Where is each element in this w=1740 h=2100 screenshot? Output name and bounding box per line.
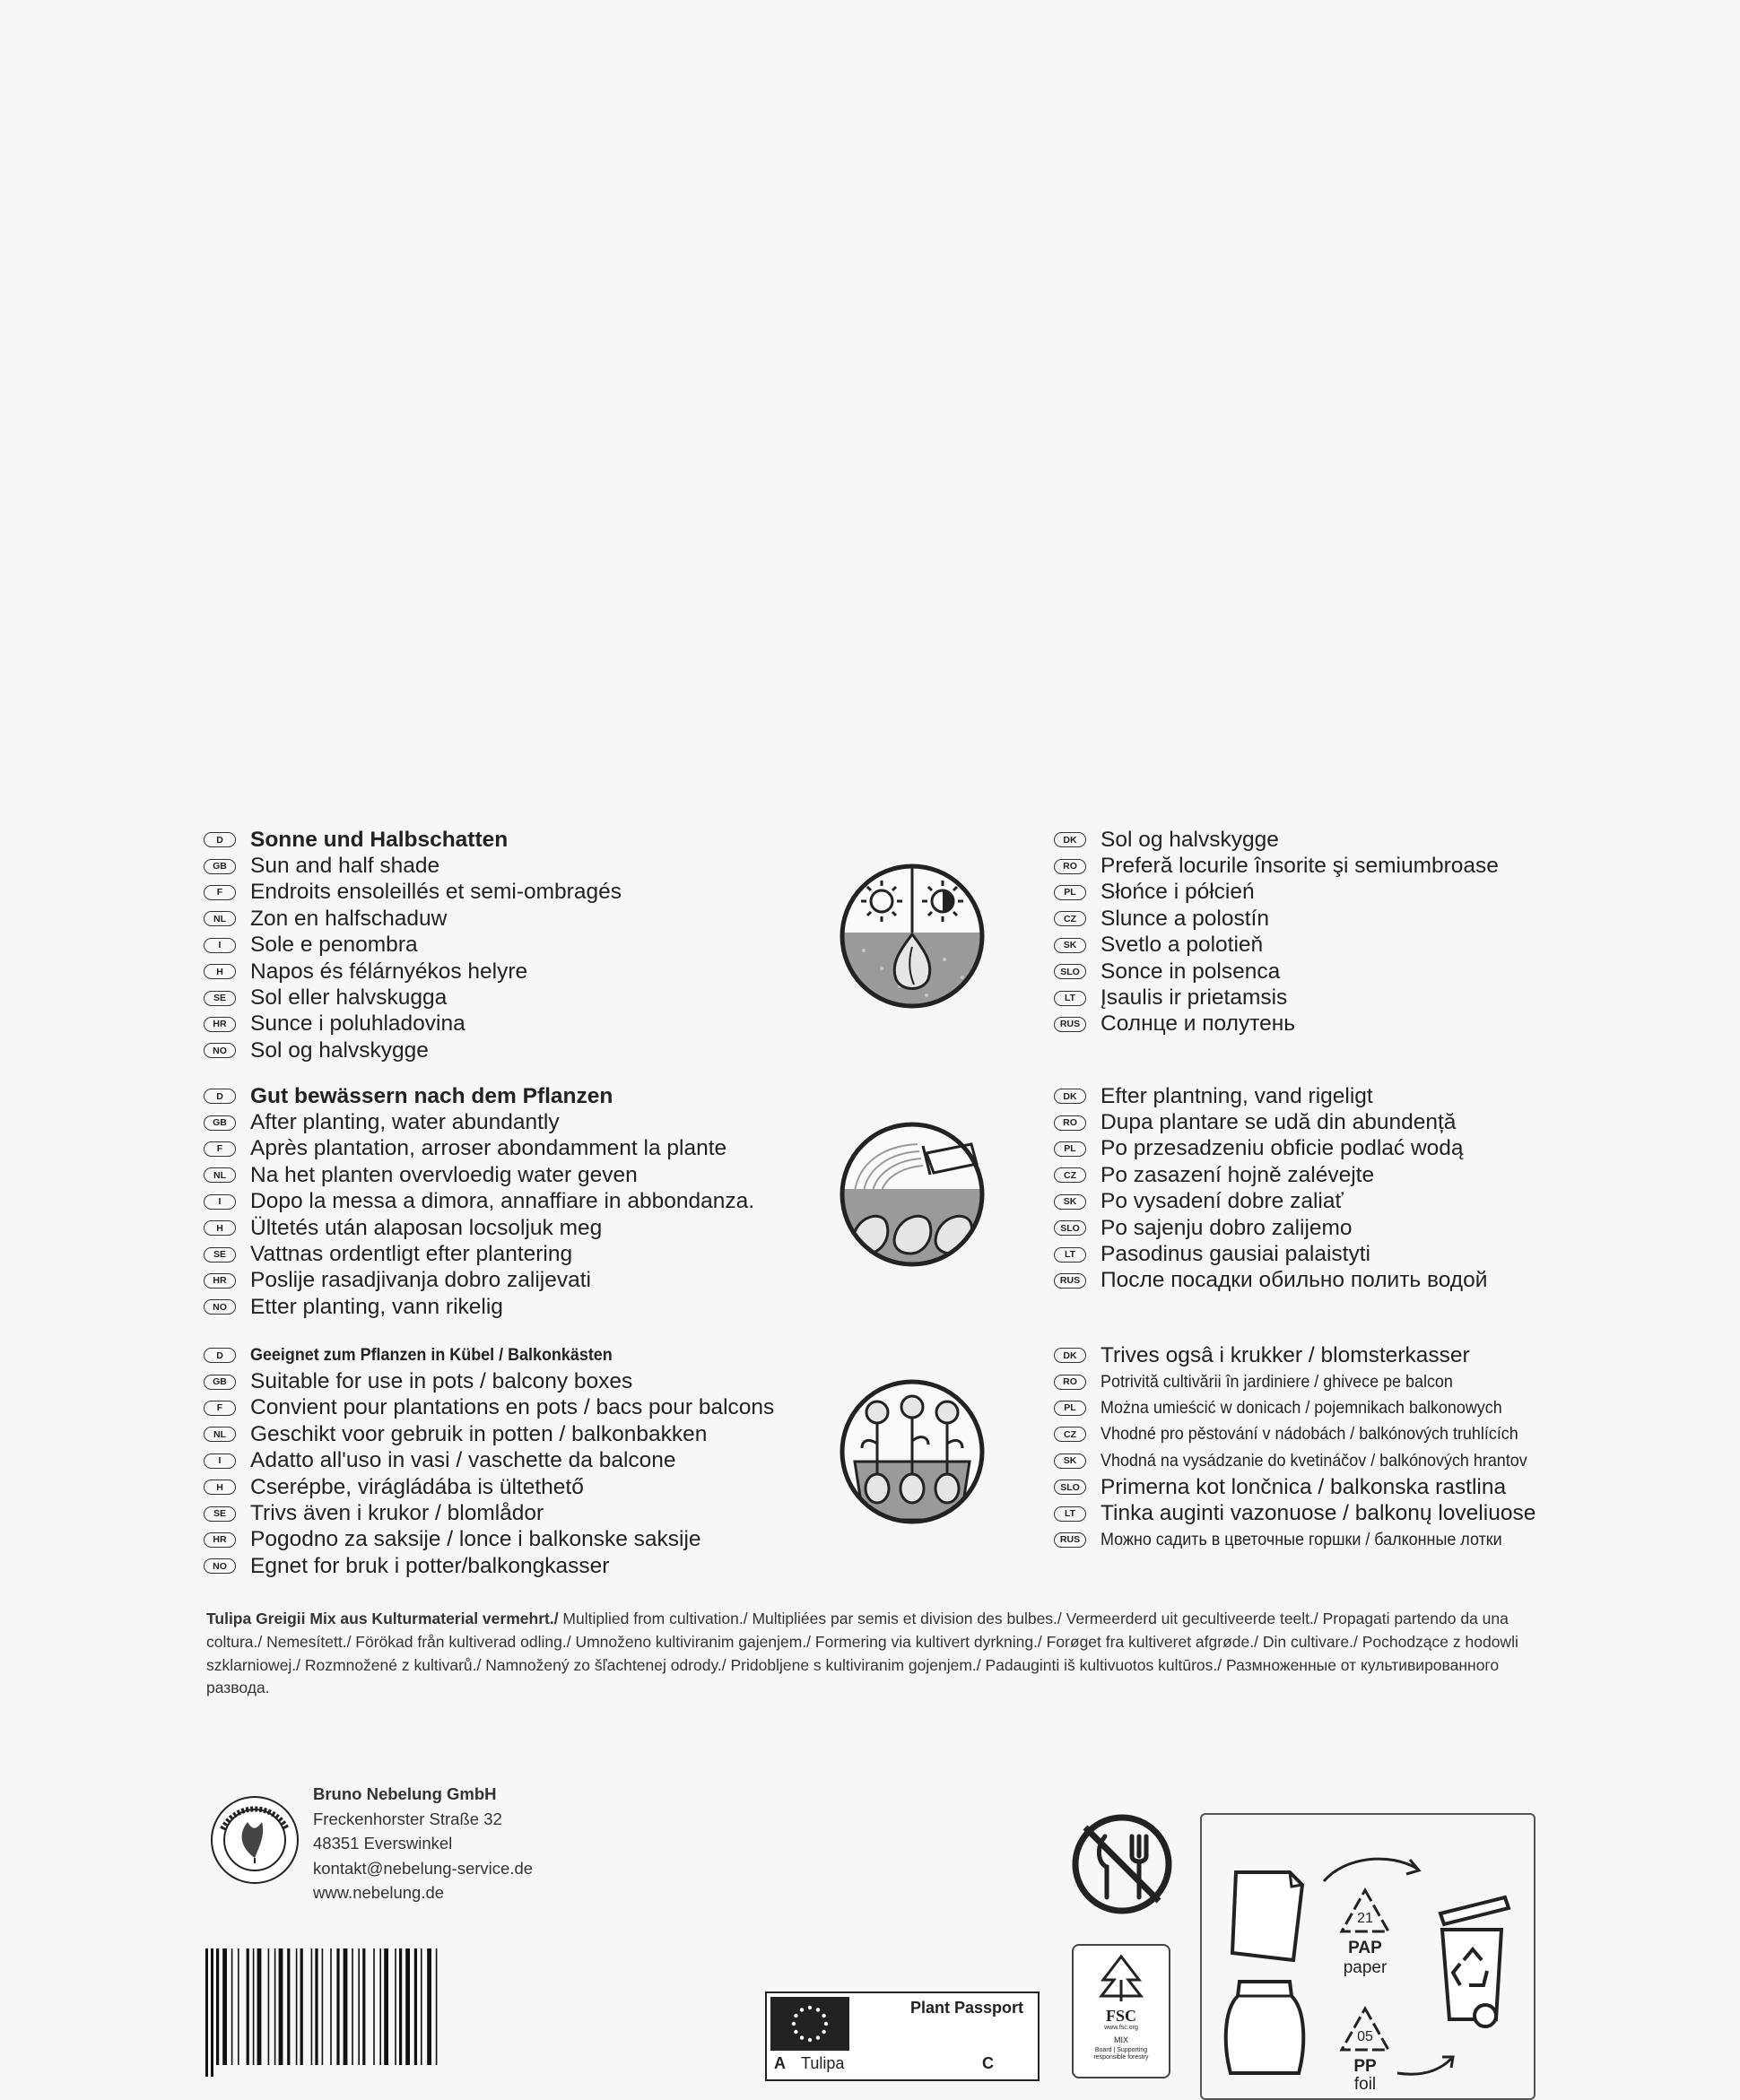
instruction-text: Słońce i półcień (1101, 880, 1255, 905)
section-pots-right (1054, 1342, 1564, 1553)
pap-code: 21 (1357, 1911, 1373, 1926)
instruction-text: Preferă locurile însorite şi semiumbroase (1101, 854, 1499, 879)
instruction-line (204, 1215, 754, 1241)
plant-passport-a-label: A (774, 2054, 786, 2072)
language-code-badge: SK (1054, 1454, 1086, 1469)
instruction-line (1054, 1527, 1564, 1553)
instruction-line (1054, 880, 1499, 906)
instruction-line (204, 906, 622, 932)
instruction-line (204, 1553, 774, 1579)
language-code-badge: D (204, 1089, 236, 1104)
fsc-mix: MIX (1113, 2035, 1128, 2044)
language-code-badge: H (204, 1220, 236, 1236)
instruction-line (204, 880, 622, 906)
sun-halfshade-icon (837, 861, 987, 1011)
instruction-text: Po przesadzeniu obficie podlać wodą (1101, 1136, 1464, 1161)
instruction-text: Po sajenju dobro zalijemo (1101, 1215, 1353, 1240)
language-code-badge: F (204, 1401, 236, 1416)
instruction-line (1054, 1241, 1487, 1267)
language-code-badge: NO (204, 1558, 236, 1574)
instruction-line (1054, 1368, 1564, 1394)
pap-code-icon (1338, 1887, 1392, 1937)
paper-sheet-icon (1227, 1867, 1308, 1965)
language-code-badge: CZ (1054, 1167, 1086, 1183)
language-code-badge: GB (204, 1115, 236, 1131)
instruction-text: Sol eller halvskugga (250, 985, 448, 1011)
instruction-line (1054, 959, 1499, 985)
instruction-text: Солнце и полутень (1101, 1011, 1296, 1037)
language-code-badge: LT (1054, 991, 1086, 1006)
instruction-text: Sun and half shade (250, 854, 440, 879)
language-code-badge: SE (204, 1506, 236, 1522)
instruction-line (204, 985, 622, 1011)
instruction-text: Pogodno za saksije / lonce i balkonske saksije (250, 1527, 701, 1552)
language-code-badge: HR (204, 1273, 236, 1289)
instruction-text: Sol og halvskygge (250, 1037, 429, 1063)
instruction-line (1054, 1136, 1487, 1162)
instruction-text: Можно садить в цветочные горшки / балконные лотки (1101, 1529, 1502, 1549)
language-code-badge: CZ (1054, 1427, 1086, 1442)
instruction-line (1054, 1421, 1564, 1447)
instruction-text: Įsaulis ir prietamsis (1101, 985, 1288, 1011)
language-code-badge: I (204, 1194, 236, 1210)
instruction-line (1054, 1083, 1487, 1109)
recycling-info (1200, 1813, 1536, 2100)
instruction-text: После посадки обильно полить водой (1101, 1268, 1488, 1293)
instruction-text: Après plantation, arroser abondamment la plante (250, 1136, 727, 1161)
instruction-text: Po vysadení dobre zaliať (1101, 1189, 1344, 1214)
section-water-right (1054, 1083, 1487, 1294)
language-code-badge: I (204, 938, 236, 953)
instruction-text: Zon en halfschaduw (250, 906, 448, 931)
foil-bag-icon (1220, 1974, 1309, 2082)
language-code-badge: NO (204, 1043, 236, 1058)
instruction-line (1054, 1109, 1487, 1135)
language-code-badge: H (204, 964, 236, 979)
language-code-badge: NO (204, 1299, 236, 1315)
instruction-line (204, 1037, 622, 1063)
instruction-text: Dopo la messa a dimora, annaffiare in abbondanza. (250, 1189, 755, 1214)
pots-balcony-icon (837, 1376, 987, 1527)
instruction-text: Napos és félárnyékos helyre (250, 959, 528, 984)
instruction-line (1054, 1395, 1564, 1421)
language-code-badge: D (204, 1348, 236, 1363)
instruction-text: Etter planting, vann rikelig (250, 1294, 503, 1319)
instruction-line (1054, 1215, 1487, 1241)
instruction-text: Pasodinus gausiai palaistyti (1101, 1242, 1370, 1267)
instruction-line (204, 1189, 754, 1215)
language-code-badge: RO (1054, 859, 1086, 874)
section-sun-left (204, 827, 622, 1064)
plant-passport-a-value: Tulipa (801, 2054, 845, 2072)
instruction-line (1054, 1189, 1487, 1215)
instruction-text: Ültetés után alaposan locsoljuk meg (250, 1215, 603, 1240)
sustainable-supplier-seal (210, 1795, 300, 1885)
instruction-text: Gut bewässern nach dem Pflanzen (250, 1083, 613, 1108)
instruction-line (204, 1162, 754, 1188)
instruction-text: Egnet for bruk i potter/balkongkasser (250, 1553, 610, 1578)
instruction-text: Po zasazení hojně zalévejte (1101, 1162, 1375, 1187)
instruction-line (204, 1109, 754, 1135)
section-pots-left (204, 1342, 774, 1580)
instruction-line (1054, 1500, 1564, 1526)
language-code-badge: SLO (1054, 1480, 1086, 1495)
instruction-line (204, 959, 622, 985)
language-code-badge: RUS (1054, 1273, 1086, 1289)
language-code-badge: F (204, 885, 236, 900)
language-code-badge: SE (204, 991, 236, 1006)
instruction-line (204, 827, 622, 853)
language-code-badge: D (204, 832, 236, 847)
language-code-badge: HR (204, 1532, 236, 1548)
language-code-badge: LT (1054, 1506, 1086, 1522)
barcode (205, 1948, 498, 2077)
instruction-text: Efter plantning, vand rigeligt (1101, 1083, 1373, 1108)
instruction-line (204, 1083, 754, 1109)
instruction-line (1054, 1474, 1564, 1500)
section-sun-right (1054, 827, 1499, 1037)
instruction-line (204, 1368, 774, 1394)
language-code-badge: RO (1054, 1115, 1086, 1131)
instruction-line (204, 1421, 774, 1447)
plant-passport (765, 1992, 1040, 2081)
language-code-badge: DK (1054, 832, 1086, 847)
instruction-text: Adatto all'uso in vasi / vaschette da balcone (250, 1448, 676, 1473)
language-code-badge: LT (1054, 1247, 1086, 1263)
instruction-line (204, 1294, 754, 1320)
instruction-line (1054, 1268, 1487, 1294)
fsc-label (1072, 1944, 1170, 2078)
instruction-text: Sol og halvskygge (1101, 827, 1279, 852)
fsc-tree-icon (1094, 1953, 1148, 2003)
language-code-badge: RUS (1054, 1532, 1086, 1548)
recycle-arrow-icon (1318, 1851, 1426, 1887)
section-water-left (204, 1083, 754, 1321)
pap-label: PAP (1348, 1939, 1382, 1957)
instruction-text: Geschikt voor gebruik in potten / balkonbakken (250, 1421, 708, 1446)
instruction-text: Poslije rasadjivanja dobro zalijevati (250, 1268, 591, 1293)
instruction-line (204, 853, 622, 879)
company-address (313, 1782, 533, 1905)
instruction-text: Convient pour plantations en pots / bacs pour balcons (250, 1395, 775, 1420)
recycle-arrow-lower-icon (1394, 2046, 1457, 2082)
plant-passport-c-label: C (982, 2054, 994, 2072)
propagation-note (206, 1608, 1543, 1700)
language-code-badge: PL (1054, 885, 1086, 900)
pp-label: PP (1353, 2057, 1377, 2076)
plant-passport-title: Plant Passport (910, 1999, 1024, 2017)
instruction-line (204, 1395, 774, 1421)
instruction-line (204, 1500, 774, 1526)
instruction-line (1054, 1448, 1564, 1474)
instruction-text: Geeignet zum Pflanzen in Kübel / Balkonkästen (250, 1345, 613, 1366)
language-code-badge: NL (204, 1427, 236, 1442)
eu-flag-icon (770, 1997, 849, 2051)
instruction-text: Potrivită cultivării în jardiniere / ghivece pe balcon (1101, 1371, 1453, 1392)
instruction-text: Endroits ensoleillés et semi-ombragés (250, 880, 622, 905)
pp-code-icon (1338, 2005, 1392, 2055)
instruction-line (1054, 853, 1499, 879)
fsc-web: www.fsc.org (1104, 2025, 1138, 2031)
company-website[interactable]: www.nebelung.de (313, 1883, 445, 1903)
language-code-badge: PL (1054, 1141, 1086, 1157)
instruction-text: Sole e penombra (250, 933, 418, 958)
language-code-badge: F (204, 1141, 236, 1157)
language-code-badge: NL (204, 911, 236, 926)
instruction-text: Tinka auginti vazonuose / balkonų loveliuose (1101, 1501, 1536, 1526)
instruction-line (204, 933, 622, 959)
instruction-text: Dupa plantare se udă din abundență (1101, 1110, 1457, 1135)
watering-can-icon (837, 1119, 987, 1270)
instruction-line (1054, 1162, 1487, 1188)
instruction-line (204, 1136, 754, 1162)
recycle-bin-icon (1428, 1894, 1518, 2028)
propagation-note-rest: Multiplied from cultivation./ Multipliées par semis et division des bulbes./ Vermeerderd uit gecultiveerde teelt./ Propagati partendo da una coltura./ Nemesített./ Förökad från kultiverad odling./ Umnoženo kultiviranim gajenjem./ Formering via kultivert dyrkning./ Forøget fra kultiveret afgrøde./ Din cultivare./ Pochodzące z hodowli szklarniowej./ Rozmnožené z kultivarů./ Namnožený zo šľachtenej odrody./ Pridobljene s kultiviranim gojenjem./ Padauginti iš kultivuotos kultūros./ Размноженные от культивированного развода. (206, 1610, 1518, 1697)
instruction-text: Sonce in polsenca (1101, 959, 1281, 984)
fsc-claim: Board | Supporting responsible forestry (1093, 2047, 1149, 2061)
instruction-line (204, 1342, 774, 1368)
language-code-badge: SLO (1054, 964, 1086, 979)
instruction-line (204, 1448, 774, 1474)
language-code-badge: GB (204, 859, 236, 874)
language-code-badge: DK (1054, 1348, 1086, 1363)
instruction-text: Vhodné pro pěstování v nádobách / balkónových truhlících (1101, 1424, 1518, 1445)
instruction-text: Trivs även i krukor / blomlådor (250, 1501, 544, 1526)
instruction-text: Svetlo a polotieň (1101, 933, 1264, 958)
instruction-text: After planting, water abundantly (250, 1110, 560, 1135)
instruction-text: Można umieścić w donicach / pojemnikach balkonowych (1101, 1397, 1502, 1418)
instruction-line (204, 1474, 774, 1500)
pp-code: 05 (1357, 2029, 1373, 2044)
instruction-text: Sunce i poluhladovina (250, 1011, 465, 1037)
language-code-badge: HR (204, 1017, 236, 1032)
instruction-text: Trives ogsâ i krukker / blomsterkasser (1101, 1342, 1470, 1367)
instruction-text: Cserépbe, virágládába is ültethető (250, 1474, 584, 1499)
instruction-text: Primerna kot lončnica / balkonska rastlina (1101, 1474, 1507, 1499)
instruction-line (204, 1241, 754, 1267)
instruction-line (1054, 906, 1499, 932)
language-code-badge: SK (1054, 938, 1086, 953)
instruction-text: Slunce a polostín (1101, 906, 1269, 931)
instruction-line (1054, 827, 1499, 853)
language-code-badge: SE (204, 1247, 236, 1263)
language-code-badge: H (204, 1480, 236, 1495)
instruction-line (1054, 1011, 1499, 1037)
instruction-line (204, 1268, 754, 1294)
language-code-badge: GB (204, 1375, 236, 1390)
pp-word: foil (1353, 2075, 1377, 2094)
instruction-line (1054, 1342, 1564, 1368)
language-code-badge: I (204, 1454, 236, 1469)
not-food-icon (1069, 1811, 1175, 1917)
instruction-line (1054, 985, 1499, 1011)
instruction-text: Vhodná na vysádzanie do kvetináčov / balkónových hrantov (1101, 1450, 1527, 1471)
language-code-badge: PL (1054, 1401, 1086, 1416)
pap-word: paper (1343, 1958, 1388, 1977)
fsc-name: FSC (1105, 2007, 1136, 2025)
instruction-line (204, 1011, 622, 1037)
company-name: Bruno Nebelung GmbH (313, 1784, 497, 1803)
language-code-badge: RO (1054, 1375, 1086, 1390)
language-code-badge: DK (1054, 1089, 1086, 1104)
company-street: Freckenhorster Straße 32 (313, 1809, 502, 1828)
instruction-text: Vattnas ordentligt efter plantering (250, 1242, 573, 1267)
language-code-badge: RUS (1054, 1017, 1086, 1032)
instruction-line (204, 1527, 774, 1553)
language-code-badge: SLO (1054, 1220, 1086, 1236)
language-code-badge: CZ (1054, 911, 1086, 926)
instruction-line (1054, 933, 1499, 959)
language-code-badge: SK (1054, 1194, 1086, 1210)
instruction-text: Sonne und Halbschatten (250, 827, 509, 852)
language-code-badge: NL (204, 1167, 236, 1183)
company-email[interactable]: kontakt@nebelung-service.de (313, 1858, 534, 1878)
instruction-text: Suitable for use in pots / balcony boxes (250, 1369, 633, 1394)
instruction-text: Na het planten overvloedig water geven (250, 1162, 638, 1187)
company-city: 48351 Everswinkel (313, 1834, 453, 1853)
propagation-note-lead: Tulipa Greigii Mix aus Kulturmaterial vermehrt./ (206, 1610, 559, 1627)
